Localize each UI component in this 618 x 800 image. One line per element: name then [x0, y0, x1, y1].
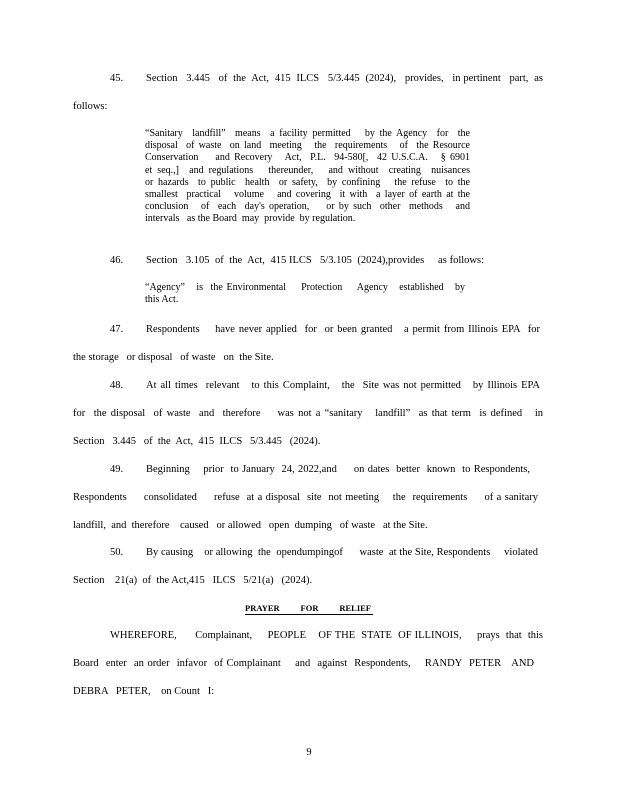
paragraph-47-line-2: the storage or disposal of waste on the Site. [73, 352, 274, 363]
quote-45-line: smallest practical volume and covering it with a layer of earth at the [145, 189, 470, 201]
quote-45-line: “Sanitary landfill” means a facility permitted by the Agency for the [145, 128, 470, 139]
paragraph-49-text-1: Beginning prior to January 24, 2022,and on dates better known to Respondents, [146, 464, 530, 475]
wherefore-line-2: Board enter an order infavor of Complainant and against Respondents, RANDY PETER AND [73, 658, 534, 669]
quote-45-line: disposal of waste on land meeting the requirements of the Resource [145, 140, 470, 152]
paragraph-49-number: 49. [110, 464, 124, 475]
agency-quote [145, 282, 465, 306]
paragraph-47-line-1 [110, 324, 540, 336]
paragraph-50-line-1 [110, 547, 538, 559]
paragraph-50-number: 50. [110, 547, 124, 558]
page-number: 9 [306, 747, 312, 758]
paragraph-48-text-1: At all times relevant to this Complaint, the Site was not permitted by Illinois EPA [146, 380, 540, 391]
paragraph-48-line-3: Section 3.445 of the Act, 415 ILCS 5/3.445 (2024). [73, 436, 321, 447]
quote-45-line: or hazards to public health or safety, by confining the refuse to the [145, 176, 470, 188]
paragraph-45-line-1 [110, 73, 543, 85]
paragraph-47-text-1: Respondents have never applied for or been granted a permit from Illinois EPA for [146, 324, 540, 335]
paragraph-50-line-2: Section 21(a) of the Act,415 ILCS 5/21(a) (2024). [73, 575, 313, 586]
quote-45-line: intervals as the Board may provide by regulation. [145, 213, 356, 225]
quote-45-line: Conservation and Recovery Act, P.L. 94-580[, 42 U.S.C.A. § 6901 [145, 152, 470, 164]
paragraph-49-line-2: Respondents consolidated refuse at a disposal site not meeting the requirements of a sanitary [73, 492, 538, 503]
paragraph-48-number: 48. [110, 380, 124, 391]
quote-45-line: conclusion of each day's operation, or by such other methods and [145, 201, 470, 213]
paragraph-45-text-1: Section 3.445 of the Act, 415 ILCS 5/3.445 (2024), provides, in pertinent part, as [146, 73, 543, 84]
wherefore-line-1: WHEREFORE, Complainant, PEOPLE OF THE STATE OF ILLINOIS, prays that this [110, 630, 543, 641]
paragraph-45-number: 45. [110, 73, 124, 84]
quote-46-line: this Act. [145, 294, 179, 306]
paragraph-50-text-1: By causing or allowing the opendumpingof waste at the Site, Respondents violated [146, 547, 538, 558]
paragraph-46-text-1: Section 3.105 of the Act, 415 ILCS 5/3.105 (2024),provides as follows: [146, 255, 484, 266]
quote-46-line: “Agency” is the Environmental Protection Agency established by [145, 282, 465, 293]
paragraph-45-line-2: follows: [73, 101, 108, 112]
wherefore-line-3: DEBRA PETER, on Count I: [73, 686, 215, 697]
paragraph-48-line-1 [110, 380, 540, 392]
sanitary-landfill-quote [145, 128, 470, 226]
prayer-for-relief-heading: PRAYER FOR RELIEF [245, 603, 371, 613]
paragraph-46-line-1 [110, 255, 484, 267]
paragraph-49-line-1 [110, 464, 530, 476]
paragraph-46-number: 46. [110, 255, 124, 266]
paragraph-47-number: 47. [110, 324, 124, 335]
paragraph-48-line-2: for the disposal of waste and therefore was not a “sanitary landfill” as that term is defined in [73, 408, 543, 419]
paragraph-49-line-3: landfill, and therefore caused or allowed open dumping of waste at the Site. [73, 520, 428, 531]
quote-45-line: et seq.,] and regulations thereunder, and without creating nuisances [145, 164, 470, 176]
